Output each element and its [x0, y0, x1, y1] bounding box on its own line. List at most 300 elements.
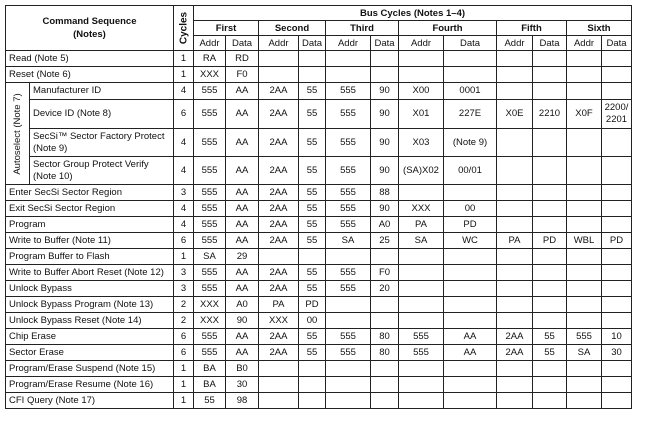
- addr-cell: 555: [326, 157, 371, 185]
- addr-cell: [399, 313, 444, 329]
- data-cell: [602, 361, 632, 377]
- cycles-value: 4: [174, 129, 194, 157]
- table-row: [6, 281, 632, 297]
- addr-cell: [567, 377, 602, 393]
- cycles-value: 6: [174, 233, 194, 249]
- addr-cell: 2AA: [259, 157, 299, 185]
- data-cell: RD: [226, 51, 259, 67]
- addr-cell: [399, 297, 444, 313]
- addr-cell: X00: [399, 83, 444, 100]
- data-cell: 55: [299, 83, 326, 100]
- cycles-value: 6: [174, 345, 194, 361]
- addr-cell: 555: [194, 345, 226, 361]
- addr-cell: 2AA: [259, 265, 299, 281]
- addr-cell: [497, 393, 533, 409]
- command-name: Read (Note 5): [6, 51, 174, 67]
- addr-cell: [497, 281, 533, 297]
- addr-cell: [497, 361, 533, 377]
- addr-cell: 555: [194, 129, 226, 157]
- addr-cell: X0E: [497, 100, 533, 129]
- data-cell: 98: [226, 393, 259, 409]
- data-cell: [299, 393, 326, 409]
- addr-cell: 555: [194, 100, 226, 129]
- data-cell: 55: [299, 281, 326, 297]
- data-cell: AA: [444, 329, 497, 345]
- data-cell: [444, 265, 497, 281]
- cycles-value: 2: [174, 313, 194, 329]
- data-cell: [602, 313, 632, 329]
- table-row: [6, 100, 632, 129]
- cycles-value: 4: [174, 217, 194, 233]
- addr-header-2: Addr: [259, 36, 299, 51]
- data-cell: 55: [299, 265, 326, 281]
- addr-cell: 555: [399, 329, 444, 345]
- table-row: [6, 217, 632, 233]
- cycles-value: 3: [174, 185, 194, 201]
- command-name: Unlock Bypass Reset (Note 14): [6, 313, 174, 329]
- data-cell: [444, 393, 497, 409]
- data-cell: [371, 67, 399, 83]
- data-cell: [533, 51, 567, 67]
- addr-cell: BA: [194, 361, 226, 377]
- data-cell: [602, 67, 632, 83]
- addr-cell: 2AA: [259, 100, 299, 129]
- addr-cell: [497, 377, 533, 393]
- addr-cell: [326, 297, 371, 313]
- group-fifth: Fifth: [497, 21, 567, 36]
- data-cell: AA: [226, 217, 259, 233]
- addr-cell: 555: [194, 329, 226, 345]
- data-cell: 55: [299, 157, 326, 185]
- addr-cell: [259, 377, 299, 393]
- autoselect-label-text: Autoselect (Note 7): [11, 92, 23, 175]
- data-cell: [371, 313, 399, 329]
- data-cell: [602, 201, 632, 217]
- data-cell: AA: [444, 345, 497, 361]
- data-cell: [533, 67, 567, 83]
- addr-cell: [399, 51, 444, 67]
- addr-cell: 2AA: [259, 345, 299, 361]
- command-name: Manufacturer ID: [30, 83, 174, 100]
- addr-cell: [497, 249, 533, 265]
- addr-cell: [259, 51, 299, 67]
- addr-cell: [399, 67, 444, 83]
- table-row: [6, 345, 632, 361]
- addr-header-1: Addr: [194, 36, 226, 51]
- addr-cell: 2AA: [259, 83, 299, 100]
- data-cell: F0: [226, 67, 259, 83]
- data-cell: AA: [226, 345, 259, 361]
- group-first: First: [194, 21, 259, 36]
- data-cell: 20: [371, 281, 399, 297]
- data-cell: [371, 51, 399, 67]
- data-cell: A0: [226, 297, 259, 313]
- data-cell: [444, 67, 497, 83]
- data-cell: AA: [226, 281, 259, 297]
- command-name: CFI Query (Note 17): [6, 393, 174, 409]
- addr-cell: SA: [399, 233, 444, 249]
- addr-cell: 555: [194, 265, 226, 281]
- data-cell: 90: [371, 83, 399, 100]
- addr-cell: [567, 249, 602, 265]
- addr-cell: [497, 157, 533, 185]
- data-cell: [371, 393, 399, 409]
- addr-cell: RA: [194, 51, 226, 67]
- addr-cell: PA: [497, 233, 533, 249]
- table-row: [6, 297, 632, 313]
- addr-cell: [497, 217, 533, 233]
- command-name: Unlock Bypass Program (Note 13): [6, 297, 174, 313]
- addr-cell: 555: [326, 100, 371, 129]
- command-name: Program/Erase Resume (Note 16): [6, 377, 174, 393]
- data-cell: 29: [226, 249, 259, 265]
- table-row: [6, 313, 632, 329]
- addr-cell: [497, 201, 533, 217]
- data-cell: [533, 83, 567, 100]
- data-cell: 55: [299, 329, 326, 345]
- addr-cell: [497, 129, 533, 157]
- command-name: Enter SecSi Sector Region: [6, 185, 174, 201]
- data-cell: AA: [226, 83, 259, 100]
- addr-cell: [326, 377, 371, 393]
- cycles-value: 2: [174, 297, 194, 313]
- addr-cell: 555: [326, 345, 371, 361]
- data-cell: [371, 377, 399, 393]
- addr-cell: [259, 393, 299, 409]
- table-row: [6, 329, 632, 345]
- addr-cell: 555: [326, 265, 371, 281]
- group-sixth: Sixth: [567, 21, 632, 36]
- addr-cell: 555: [326, 281, 371, 297]
- cycles-value: 1: [174, 249, 194, 265]
- data-cell: [602, 265, 632, 281]
- addr-cell: [567, 129, 602, 157]
- table-row: [6, 393, 632, 409]
- command-table-body: [6, 51, 632, 409]
- addr-cell: 555: [326, 217, 371, 233]
- data-cell: [371, 361, 399, 377]
- addr-cell: [567, 185, 602, 201]
- data-cell: A0: [371, 217, 399, 233]
- data-cell: 0001: [444, 83, 497, 100]
- command-name: Unlock Bypass: [6, 281, 174, 297]
- data-cell: [533, 377, 567, 393]
- addr-cell: 2AA: [259, 281, 299, 297]
- data-cell: AA: [226, 185, 259, 201]
- addr-cell: [567, 297, 602, 313]
- data-cell: [299, 51, 326, 67]
- data-cell: [602, 129, 632, 157]
- addr-cell: 2AA: [259, 129, 299, 157]
- addr-cell: XXX: [259, 313, 299, 329]
- data-cell: [533, 297, 567, 313]
- data-cell: [602, 297, 632, 313]
- data-cell: PD: [444, 217, 497, 233]
- addr-cell: [567, 51, 602, 67]
- data-header-1: Data: [226, 36, 259, 51]
- addr-cell: (SA)X02: [399, 157, 444, 185]
- data-cell: 55: [533, 329, 567, 345]
- cycles-value: 1: [174, 377, 194, 393]
- data-cell: 25: [371, 233, 399, 249]
- data-cell: AA: [226, 157, 259, 185]
- data-cell: [602, 157, 632, 185]
- addr-cell: [259, 67, 299, 83]
- table-row: [6, 377, 632, 393]
- addr-cell: [326, 249, 371, 265]
- addr-cell: 555: [194, 281, 226, 297]
- addr-cell: [567, 201, 602, 217]
- data-cell: [444, 313, 497, 329]
- data-cell: (Note 9): [444, 129, 497, 157]
- addr-cell: SA: [194, 249, 226, 265]
- command-name: Write to Buffer (Note 11): [6, 233, 174, 249]
- table-row: [6, 51, 632, 67]
- addr-cell: [497, 51, 533, 67]
- bus-cycles-header: Bus Cycles (Notes 1–4): [194, 6, 632, 21]
- data-cell: AA: [226, 233, 259, 249]
- command-sequence-title: Command Sequence: [42, 16, 137, 27]
- data-cell: 227E: [444, 100, 497, 129]
- addr-cell: 55: [194, 393, 226, 409]
- addr-cell: 555: [399, 345, 444, 361]
- data-cell: [444, 51, 497, 67]
- data-cell: [602, 377, 632, 393]
- addr-cell: [326, 67, 371, 83]
- data-cell: 80: [371, 345, 399, 361]
- data-cell: [444, 249, 497, 265]
- data-cell: [444, 185, 497, 201]
- data-cell: 80: [371, 329, 399, 345]
- data-cell: PD: [533, 233, 567, 249]
- addr-cell: WBL: [567, 233, 602, 249]
- cycles-value: 6: [174, 329, 194, 345]
- data-cell: [602, 217, 632, 233]
- data-header-6: Data: [602, 36, 632, 51]
- data-cell: [533, 361, 567, 377]
- addr-cell: [326, 313, 371, 329]
- data-cell: 10: [602, 329, 632, 345]
- data-cell: [602, 249, 632, 265]
- addr-cell: BA: [194, 377, 226, 393]
- addr-cell: [497, 185, 533, 201]
- data-cell: [299, 67, 326, 83]
- data-cell: 2200/ 2201: [602, 100, 632, 129]
- addr-cell: [567, 67, 602, 83]
- data-cell: 90: [371, 157, 399, 185]
- data-cell: 90: [371, 100, 399, 129]
- table-row: [6, 157, 632, 185]
- table-row: [6, 233, 632, 249]
- data-cell: 90: [371, 201, 399, 217]
- cycles-value: 6: [174, 100, 194, 129]
- data-cell: AA: [226, 201, 259, 217]
- addr-cell: 555: [194, 233, 226, 249]
- data-cell: B0: [226, 361, 259, 377]
- addr-cell: [567, 83, 602, 100]
- data-cell: [299, 377, 326, 393]
- addr-cell: 2AA: [259, 185, 299, 201]
- addr-cell: 555: [194, 157, 226, 185]
- addr-cell: [497, 265, 533, 281]
- cycles-value: 3: [174, 265, 194, 281]
- data-cell: [533, 265, 567, 281]
- addr-cell: [399, 265, 444, 281]
- cycles-value: 3: [174, 281, 194, 297]
- addr-cell: 2AA: [497, 345, 533, 361]
- addr-cell: 555: [194, 217, 226, 233]
- addr-cell: [399, 249, 444, 265]
- addr-cell: [259, 361, 299, 377]
- data-cell: [444, 361, 497, 377]
- data-cell: [533, 157, 567, 185]
- cycles-value: 1: [174, 361, 194, 377]
- data-cell: PD: [602, 233, 632, 249]
- data-header-5: Data: [533, 36, 567, 51]
- addr-cell: PA: [259, 297, 299, 313]
- data-header-4: Data: [444, 36, 497, 51]
- addr-cell: XXX: [399, 201, 444, 217]
- data-cell: 88: [371, 185, 399, 201]
- data-cell: [299, 361, 326, 377]
- addr-cell: [399, 185, 444, 201]
- addr-header-6: Addr: [567, 36, 602, 51]
- group-third: Third: [326, 21, 399, 36]
- addr-cell: SA: [567, 345, 602, 361]
- data-cell: WC: [444, 233, 497, 249]
- addr-cell: 555: [194, 83, 226, 100]
- data-cell: 55: [299, 345, 326, 361]
- addr-cell: [326, 361, 371, 377]
- command-name: Chip Erase: [6, 329, 174, 345]
- command-definitions-table: [5, 5, 632, 409]
- data-cell: 90: [226, 313, 259, 329]
- cycles-value: 1: [174, 393, 194, 409]
- command-name: Device ID (Note 8): [30, 100, 174, 129]
- addr-cell: [326, 393, 371, 409]
- addr-cell: XXX: [194, 67, 226, 83]
- addr-header-3: Addr: [326, 36, 371, 51]
- data-cell: 55: [299, 233, 326, 249]
- addr-cell: 555: [326, 83, 371, 100]
- data-cell: 55: [299, 185, 326, 201]
- table-row: [6, 83, 632, 100]
- addr-cell: 555: [326, 201, 371, 217]
- data-cell: [602, 185, 632, 201]
- addr-cell: 555: [194, 201, 226, 217]
- cycles-value: 4: [174, 83, 194, 100]
- command-name: Sector Erase: [6, 345, 174, 361]
- cycles-value: 4: [174, 157, 194, 185]
- addr-cell: 555: [567, 329, 602, 345]
- addr-cell: [497, 297, 533, 313]
- addr-cell: 2AA: [259, 217, 299, 233]
- addr-cell: 555: [326, 329, 371, 345]
- addr-cell: 2AA: [259, 233, 299, 249]
- addr-cell: [399, 361, 444, 377]
- command-table-wrapper: [5, 5, 632, 409]
- data-cell: [602, 281, 632, 297]
- addr-cell: [567, 281, 602, 297]
- data-cell: [444, 377, 497, 393]
- data-cell: [533, 281, 567, 297]
- addr-cell: [497, 313, 533, 329]
- addr-cell: 555: [326, 129, 371, 157]
- data-cell: [602, 83, 632, 100]
- data-cell: 55: [533, 345, 567, 361]
- data-cell: 2210: [533, 100, 567, 129]
- data-cell: 55: [299, 217, 326, 233]
- addr-cell: [399, 377, 444, 393]
- command-name: Write to Buffer Abort Reset (Note 12): [6, 265, 174, 281]
- addr-cell: [567, 157, 602, 185]
- addr-cell: X0F: [567, 100, 602, 129]
- data-cell: [533, 393, 567, 409]
- data-cell: 55: [299, 201, 326, 217]
- command-name: Sector Group Protect Verify (Note 10): [30, 157, 174, 185]
- data-cell: 30: [602, 345, 632, 361]
- data-cell: AA: [226, 129, 259, 157]
- cycles-header: [174, 6, 194, 51]
- data-cell: [371, 249, 399, 265]
- data-cell: 00: [444, 201, 497, 217]
- command-name: SecSi™ Sector Factory Protect (Note 9): [30, 129, 174, 157]
- group-second: Second: [259, 21, 326, 36]
- data-cell: [533, 201, 567, 217]
- addr-cell: 2AA: [259, 329, 299, 345]
- data-cell: [533, 217, 567, 233]
- data-cell: [602, 51, 632, 67]
- table-row: [6, 129, 632, 157]
- cycles-value: 1: [174, 51, 194, 67]
- data-cell: 90: [371, 129, 399, 157]
- data-cell: AA: [226, 100, 259, 129]
- addr-cell: [567, 217, 602, 233]
- addr-cell: [497, 67, 533, 83]
- data-cell: [533, 129, 567, 157]
- data-cell: [371, 297, 399, 313]
- data-header-2: Data: [299, 36, 326, 51]
- addr-cell: 2AA: [497, 329, 533, 345]
- cycles-header-label: Cycles: [178, 11, 189, 45]
- data-cell: PD: [299, 297, 326, 313]
- table-row: [6, 185, 632, 201]
- data-cell: [533, 185, 567, 201]
- data-cell: [444, 297, 497, 313]
- addr-cell: 555: [194, 185, 226, 201]
- data-cell: [299, 249, 326, 265]
- addr-header-5: Addr: [497, 36, 533, 51]
- data-cell: 00/01: [444, 157, 497, 185]
- data-cell: [533, 313, 567, 329]
- addr-cell: [567, 393, 602, 409]
- command-name: Program/Erase Suspend (Note 15): [6, 361, 174, 377]
- data-cell: 00: [299, 313, 326, 329]
- command-name: Program Buffer to Flash: [6, 249, 174, 265]
- addr-cell: PA: [399, 217, 444, 233]
- addr-cell: 555: [326, 185, 371, 201]
- data-cell: [533, 249, 567, 265]
- command-sequence-header: [6, 6, 174, 51]
- addr-cell: [567, 361, 602, 377]
- data-header-3: Data: [371, 36, 399, 51]
- addr-cell: [259, 249, 299, 265]
- cycles-value: 1: [174, 67, 194, 83]
- addr-cell: XXX: [194, 313, 226, 329]
- table-row: [6, 265, 632, 281]
- autoselect-group-label: [6, 83, 30, 185]
- data-cell: AA: [226, 265, 259, 281]
